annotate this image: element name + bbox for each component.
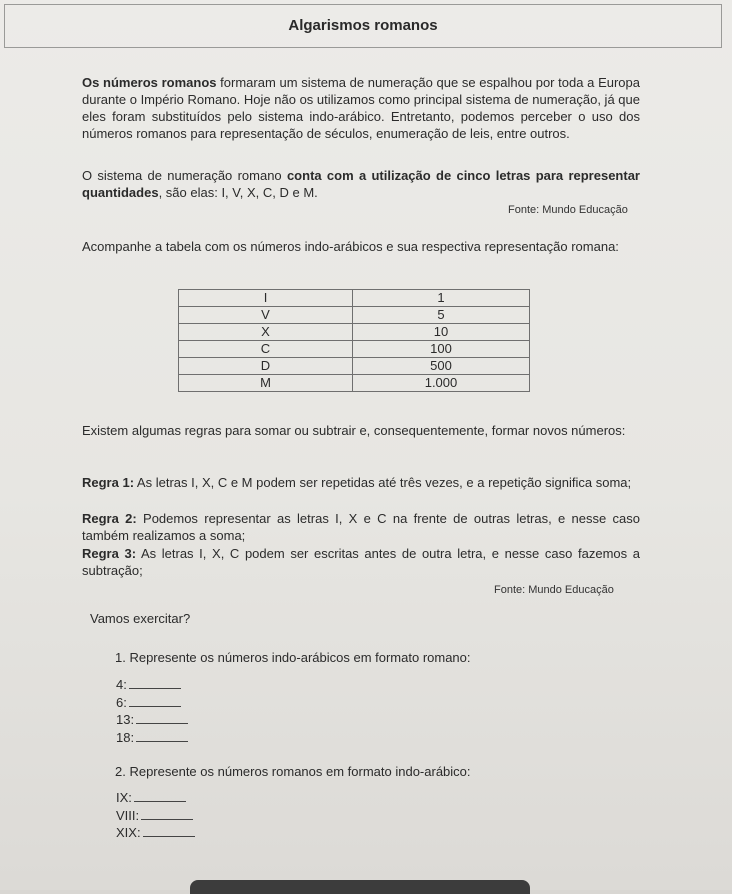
rule-1 (82, 474, 640, 491)
question-2-items (116, 789, 195, 842)
intro-bold-lead: Os números romanos (82, 75, 217, 90)
roman-cell: V (179, 307, 353, 324)
arabic-cell: 100 (353, 341, 530, 358)
question-2: 2. Represente os números romanos em formato indo-arábico: (115, 764, 471, 779)
letters-text-plain: O sistema de numeração romano (82, 168, 287, 183)
rules-intro: Existem algumas regras para somar ou subtrair e, consequentemente, formar novos números: (82, 423, 626, 438)
answer-line[interactable] (116, 807, 195, 825)
page-title: Algarismos romanos (288, 17, 438, 34)
intro-paragraph (82, 74, 640, 142)
arabic-cell: 1.000 (353, 375, 530, 392)
answer-line[interactable] (116, 789, 195, 807)
item-label: 13: (116, 712, 135, 727)
table-row (179, 358, 530, 375)
intro-source: Fonte: Mundo Educação (508, 204, 628, 216)
letters-paragraph (82, 167, 640, 201)
arabic-cell: 10 (353, 324, 530, 341)
roman-cell: X (179, 324, 353, 341)
table-row (179, 307, 530, 324)
item-label: VIII: (116, 807, 140, 823)
rule-3 (82, 545, 640, 579)
blank-line[interactable] (136, 731, 188, 742)
question-1-items (116, 676, 188, 746)
arabic-cell: 5 (353, 307, 530, 324)
blank-line[interactable] (141, 809, 193, 820)
item-label: XIX: (116, 825, 141, 840)
item-label: 4: (116, 677, 127, 692)
answer-line[interactable] (116, 694, 188, 712)
intro-text: formaram um sistema de numeração que se espalhou por toda a Europa durante o Império Romano. Hoje não os utilizamos como principal sistema de numeração, já que eles foram substituídos pelo sistema indo-arábico. Entretanto, podemos perceber o uso dos números romanos para representação de séculos, enumeração de leis, entre outros. (82, 75, 640, 141)
arabic-cell: 500 (353, 358, 530, 375)
table-row (179, 290, 530, 307)
roman-cell: D (179, 358, 353, 375)
blank-line[interactable] (136, 713, 188, 724)
rule-1-label: Regra 1: (82, 475, 135, 490)
roman-cell: I (179, 290, 353, 307)
item-label: 6: (116, 694, 127, 710)
roman-numeral-table (178, 289, 530, 392)
rule-3-label: Regra 3: (82, 546, 137, 561)
table-row (179, 341, 530, 358)
table-row (179, 375, 530, 392)
table-intro: Acompanhe a tabela com os números indo-arábicos e sua respectiva representação romana: (82, 239, 619, 254)
item-label: IX: (116, 790, 132, 805)
rule-2-text: Podemos representar as letras I, X e C na frente de outras letras, e nesse caso também realizamos a soma; (82, 511, 640, 543)
arabic-cell: 1 (353, 290, 530, 307)
rule-2-label: Regra 2: (82, 511, 137, 526)
roman-cell: M (179, 375, 353, 392)
answer-line[interactable] (116, 824, 195, 842)
table-row (179, 324, 530, 341)
answer-line[interactable] (116, 676, 188, 694)
blank-line[interactable] (134, 791, 186, 802)
question-1: 1. Represente os números indo-arábicos em formato romano: (115, 650, 471, 665)
rule-3-text: As letras I, X, C podem ser escritas antes de outra letra, e nesse caso fazemos a subtração; (82, 546, 640, 578)
rules-source: Fonte: Mundo Educação (494, 584, 614, 596)
blank-line[interactable] (143, 826, 195, 837)
answer-line[interactable] (116, 729, 188, 747)
blank-line[interactable] (129, 696, 181, 707)
exercise-heading: Vamos exercitar? (90, 611, 191, 626)
letters-text-end: , são elas: I, V, X, C, D e M. (158, 185, 318, 200)
roman-cell: C (179, 341, 353, 358)
title-box (4, 4, 722, 48)
item-label: 18: (116, 729, 135, 745)
rule-2 (82, 510, 640, 544)
letters-text-bold: conta com a utilização de cinco letras para representar quantidades (82, 168, 640, 200)
device-bottom-bar (190, 880, 530, 894)
answer-line[interactable] (116, 711, 188, 729)
rule-1-text: As letras I, X, C e M podem ser repetidas até três vezes, e a repetição significa soma; (134, 475, 632, 490)
blank-line[interactable] (129, 678, 181, 689)
